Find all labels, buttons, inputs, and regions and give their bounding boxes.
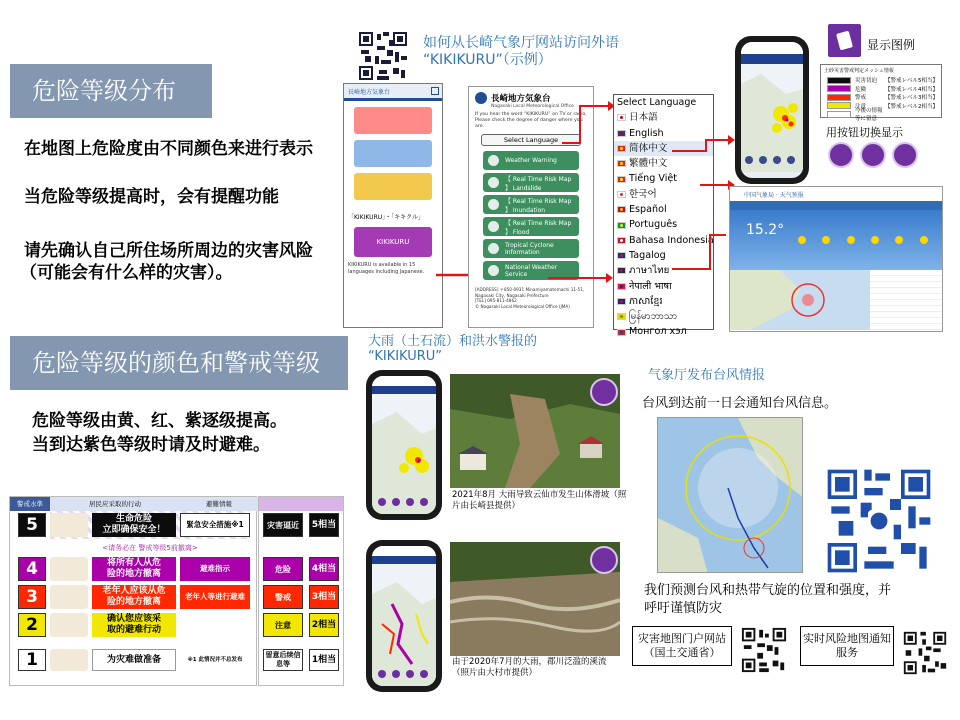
flag-icon	[617, 145, 626, 152]
risk-map-image	[741, 64, 803, 172]
site-button-label: Tropical Cyclone Information	[505, 241, 554, 256]
legend-note: 【警戒レベル2相当】	[885, 103, 938, 110]
level-info-2	[180, 613, 250, 637]
site-button-icon	[488, 199, 499, 210]
people-illustration	[50, 513, 88, 537]
heavy-rain-title: 大雨（土石流）和洪水警报的 “KIKIKURU”	[368, 334, 538, 364]
language-item[interactable]	[614, 294, 713, 309]
level-info-5: 緊急安全措施※1	[180, 513, 250, 537]
kikikuru-desc: KIKIKURU is available in 15 languages including Japanese.	[348, 262, 425, 275]
legend-swatch	[827, 94, 851, 101]
typhoon-title: 气象厅发布台风情报	[648, 368, 766, 383]
language-label: 日本語	[629, 112, 658, 124]
jma-level-equiv-5: 5相当	[309, 513, 339, 537]
switch-display-label: 用按钮切换显示	[826, 126, 903, 139]
weather-temperature: 15.2°	[746, 222, 785, 238]
level-number-3: 3	[18, 585, 46, 609]
people-illustration	[50, 585, 88, 609]
language-item[interactable]	[614, 110, 713, 125]
legend-row	[827, 76, 941, 85]
arrow-to-language-list-2	[548, 268, 614, 288]
site-button-label: 【 Real Time Risk Map 】 Inundation	[505, 197, 572, 214]
level-action-3: 老年人应该从危 险的地方撤离	[92, 585, 176, 609]
kikikuru-badge: KIKIKURU	[376, 238, 410, 246]
language-label: Tiếng Việt	[629, 173, 678, 185]
legend-note: 【警戒レベル5相当】	[885, 78, 938, 85]
legend-swatch	[827, 111, 851, 118]
head-level: 警戒水準	[10, 497, 50, 511]
realtime-risk-service-box[interactable]: 实时风险地图通知服务	[800, 626, 894, 666]
kikikuru-label: 「KIKIKURU」・「キキクル」	[348, 214, 424, 221]
flag-icon	[617, 329, 626, 336]
level-info-3: 老年人等进行避难	[180, 585, 250, 609]
flag-icon	[617, 298, 626, 305]
jma-level-equiv-4: 4相当	[309, 557, 339, 581]
site-panel-line1: If you hear the word “KIKIKURU” on TV or radio,	[475, 112, 587, 117]
site-button-label: Weather Warning	[505, 157, 557, 164]
flood-map-image	[372, 564, 436, 686]
flag-icon	[617, 191, 626, 198]
sun-icon	[871, 236, 879, 244]
legend-icon	[836, 31, 853, 51]
typhoon-description: 我们预测台风和热带气旋的位置和强度，并 呼吁谨慎防灾	[644, 583, 892, 616]
legend-note: 【警戒レベル4相当】	[885, 86, 938, 93]
typhoon-map	[657, 417, 803, 573]
level-info-4: 避难指示	[180, 557, 250, 581]
site-button[interactable]	[483, 217, 579, 236]
legend-row	[827, 93, 941, 102]
select-language-button[interactable]: Select Language	[481, 134, 581, 146]
kikikuru-access-title: 如何从长崎气象厅网站访问外语 “KIKIKURU”（示例）	[423, 35, 619, 68]
landslide-map-image	[372, 394, 436, 514]
weather-site-screenshot	[729, 186, 943, 332]
level-action-2: 确认您应该采 取的避难行动	[92, 613, 176, 637]
evacuate-note: <请务必在 警戒等级5前撤离>	[102, 544, 198, 552]
flood-icon	[590, 546, 618, 574]
site-button-icon	[488, 265, 499, 276]
qr-code-typhoon[interactable]	[824, 466, 934, 576]
level-number-2: 2	[18, 613, 46, 637]
hazard-map-portal-box[interactable]: 灾害地图门户网站（国土交通省）	[632, 626, 732, 666]
level-table	[9, 496, 257, 686]
level-action-4: 将所有人从危 险的地方撤离	[92, 557, 176, 581]
sun-icon	[920, 236, 928, 244]
text-line-4: 危险等级由黄、红、紫逐级提高。	[32, 411, 287, 431]
legend-panel	[820, 64, 942, 123]
level-action-1: 为灾难做准备	[92, 649, 176, 671]
legend-swatch	[827, 85, 851, 92]
language-label: 繁體中文	[629, 158, 668, 170]
qr-code-hazard-map[interactable]	[740, 626, 788, 674]
sun-icon	[847, 236, 855, 244]
flag-icon	[617, 313, 626, 320]
legend-label: 警戒	[855, 95, 867, 102]
jma-level-label-4: 危险	[263, 557, 303, 581]
language-label: Español	[629, 204, 667, 216]
site-tel: [TEL] 095-811-4862	[475, 298, 517, 303]
jma-level-column	[258, 496, 344, 686]
flood-toggle-button[interactable]	[892, 142, 918, 168]
banner-color-levels: 危险等级的颜色和警戒等级	[10, 336, 348, 390]
site-button[interactable]	[483, 173, 579, 192]
legend-label: 今後の情報等に留意	[855, 108, 883, 123]
jma-logo-icon	[475, 92, 487, 104]
site-button-icon	[488, 155, 499, 166]
phone-landslide-map	[366, 370, 442, 520]
site-footer: © Nagasaki Local Meteorological Office (JMA)	[475, 303, 570, 309]
site-button-icon	[488, 177, 499, 188]
language-item[interactable]	[614, 309, 713, 324]
people-illustration	[50, 649, 88, 671]
legend-swatch	[827, 77, 851, 84]
flag-icon	[617, 237, 626, 244]
language-label: 简体中文	[629, 142, 668, 154]
site-button-label: 【 Real Time Risk Map 】 Landslide	[505, 175, 572, 192]
nagasaki-site-header: 長崎地方気象台	[348, 89, 391, 96]
text-line-1: 在地图上危险度由不同颜色来进行表示	[24, 139, 313, 159]
landslide-toggle-button[interactable]	[828, 142, 854, 168]
inundation-toggle-button[interactable]	[860, 142, 886, 168]
text-line-2: 当危险等级提高时，会有提醒功能	[24, 187, 279, 207]
level-number-1: 1	[18, 649, 46, 671]
flag-icon	[617, 130, 626, 137]
text-line-3a: 请先确认自己所住场所周边的灾害风险	[24, 241, 313, 261]
site-panel-subtitle: Nagasaki Local Meteorological Office	[491, 104, 574, 109]
site-panel-title: 長崎地方気象台	[491, 94, 551, 104]
nagasaki-site-screenshot	[343, 83, 443, 328]
flag-icon	[617, 160, 626, 167]
landslide-icon	[590, 378, 618, 406]
flag-icon	[617, 283, 626, 290]
jma-level-label-5: 灾害逼近	[263, 513, 303, 537]
site-button[interactable]	[483, 239, 579, 258]
language-item[interactable]	[614, 279, 713, 294]
level-number-4: 4	[18, 557, 46, 581]
jma-level-equiv-1: 1相当	[309, 649, 339, 671]
legend-row	[827, 108, 941, 123]
site-address: [ADDRESS] 〒850-0931 Minamiyamatemachi 11-51, Nagasaki City, Nagasaki Prefecture	[475, 287, 585, 298]
forecast-card[interactable]	[354, 140, 432, 167]
head-info: 避難情報	[180, 497, 258, 511]
typhoon-subtitle: 台风到达前一日会通知台风信息。	[642, 396, 838, 411]
flood-photo	[450, 542, 620, 656]
qr-code-realtime[interactable]	[902, 630, 948, 676]
language-label: မြန်မာဘာသာ	[629, 311, 677, 323]
language-label: Монгол хэл	[629, 326, 687, 338]
legend-note: 【警戒レベル3相当】	[885, 95, 938, 102]
landslide-photo-caption: 2021年8月 大雨导致云仙市发生山体滑坡（照片由长崎县提供）	[452, 490, 627, 511]
kikikuru-card[interactable]	[354, 227, 432, 257]
arrow-to-language-list	[560, 96, 616, 156]
language-label: Bahasa Indonesia	[629, 234, 714, 246]
jma-level-equiv-2: 2相当	[309, 613, 339, 637]
flag-icon	[617, 114, 626, 121]
legend-label: 注意	[855, 103, 867, 110]
warning-card[interactable]	[354, 107, 432, 134]
jma-level-label-2: 注意	[263, 613, 303, 637]
flag-icon	[617, 222, 626, 229]
sun-icon	[822, 236, 830, 244]
language-label: 한국어	[629, 188, 657, 200]
site-button-icon	[488, 221, 499, 232]
level-info-1: ※1 此情况并不总发布	[180, 649, 250, 671]
legend-swatch	[827, 102, 851, 109]
language-list-header: Select Language	[617, 97, 697, 108]
language-item[interactable]	[614, 324, 713, 339]
site-panel-line2: Please check the degree of danger where you are.	[475, 118, 583, 129]
language-label: नेपाली भाषा	[629, 280, 672, 292]
head-action: 居民应采取的行动	[50, 497, 180, 511]
earthquake-card[interactable]	[354, 173, 432, 200]
flood-photo-caption: 由于2020年7月的大雨，郡川泛滥的溪流（照片由大村市提供）	[452, 657, 607, 678]
legend-title: 土砂災害警戒判定メッシュ情報	[824, 68, 894, 74]
banner-danger-distribution: 危险等级分布	[10, 64, 212, 118]
site-button[interactable]	[483, 195, 579, 214]
typhoon-map-small	[730, 270, 870, 330]
weather-site-header: 中国气象局 · 天气预报	[744, 192, 804, 199]
qr-code-nagasaki[interactable]	[357, 30, 409, 82]
phone-kikikuru-map	[735, 36, 809, 184]
level-number-5: 5	[18, 513, 46, 537]
text-line-3b: （可能会有什么样的灾害）。	[20, 263, 233, 283]
flag-icon	[617, 252, 626, 259]
sun-icon	[798, 236, 806, 244]
language-label: Português	[629, 219, 678, 231]
jma-level-label-3: 警戒	[263, 585, 303, 609]
sun-icon	[895, 236, 903, 244]
legend-label: 災害切迫	[855, 78, 878, 85]
phone-flood-map	[366, 540, 442, 692]
flag-icon	[617, 206, 626, 213]
level-action-5: 生命危险 立即确保安全！	[92, 513, 176, 537]
language-label: Tagalog	[629, 249, 666, 261]
language-label: ภาษาไทย	[629, 265, 670, 277]
jma-level-equiv-3: 3相当	[309, 585, 339, 609]
people-illustration	[50, 557, 88, 581]
flag-icon	[617, 267, 626, 274]
landslide-photo	[450, 374, 620, 488]
legend-button[interactable]	[828, 24, 861, 57]
menu-icon[interactable]	[431, 87, 439, 95]
show-legend-label: 显示图例	[867, 38, 916, 52]
site-button-icon	[488, 243, 499, 254]
site-button-label: National Weather Service	[505, 263, 558, 278]
people-illustration	[50, 613, 88, 637]
legend-row	[827, 85, 941, 94]
language-label: English	[629, 127, 664, 139]
text-line-5: 当到达紫色等级时请及时避难。	[32, 435, 270, 455]
language-label: ភាសាខ្មែរ	[629, 295, 663, 307]
jma-level-label-1: 留意后续信息等	[263, 649, 303, 671]
flag-icon	[617, 176, 626, 183]
arrows-to-screens	[670, 135, 736, 275]
site-button-label: 【 Real Time Risk Map 】 Flood	[505, 219, 572, 236]
legend-label: 危険	[855, 86, 867, 93]
